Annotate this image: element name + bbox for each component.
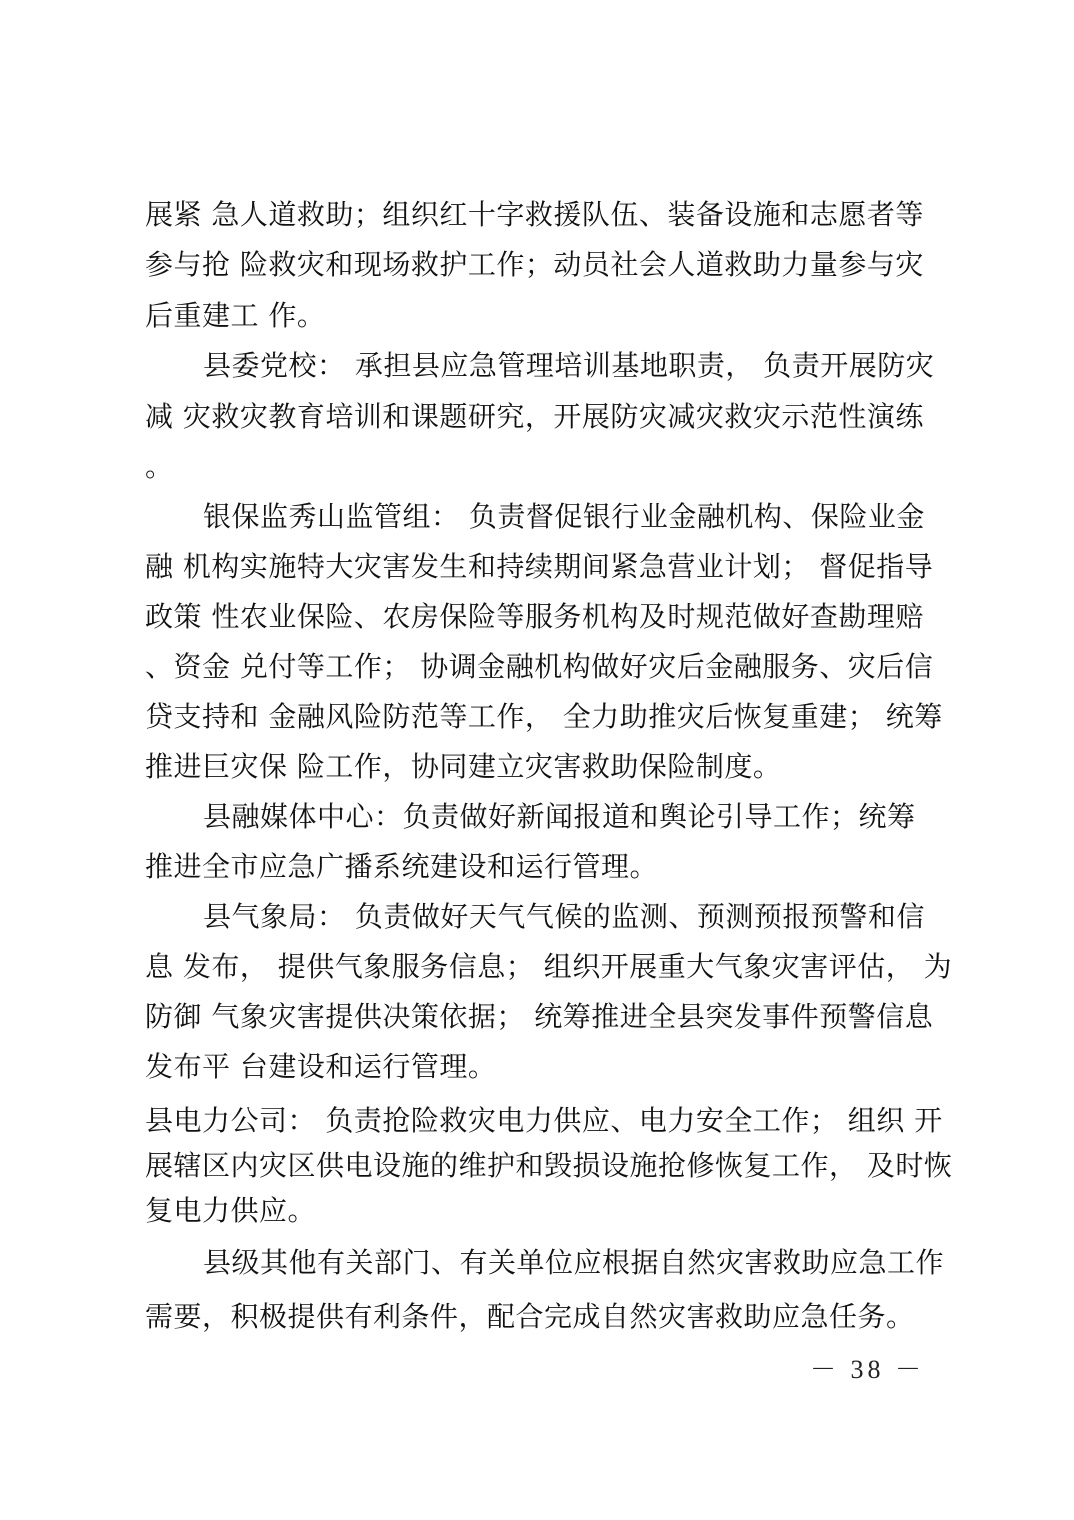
text-line: 银保监秀山监管组： 负责督促银行业金融机构、保险业金 [203, 500, 925, 533]
text-line: 减 灾救灾教育培训和课题研究，开展防灾减灾救灾示范性演练 [145, 400, 924, 433]
text-line: 后重建工 作。 [145, 299, 326, 332]
page-number: － 38 － [810, 1355, 926, 1384]
text-line: 贷支持和 金融风险防范等工作， 全力助推灾后恢复重建； 统筹 [145, 700, 943, 733]
text-line: 发布平 台建设和运行管理。 [145, 1050, 497, 1083]
text-line: 参与抢 险救灾和现场救护工作；动员社会人道救助力量参与灾 [145, 248, 924, 281]
text-line: 县气象局： 负责做好天气气候的监测、预测预报预警和信 [203, 900, 925, 933]
text-line: 需要，积极提供有利条件，配合完成自然灾害救助应急任务。 [145, 1300, 915, 1333]
text-line: 。 [145, 450, 174, 483]
text-line: 防御 气象灾害提供决策依据； 统筹推进全县突发事件预警信息 [145, 1000, 934, 1033]
text-line: 推进全市应急广播系统建设和运行管理。 [145, 850, 659, 883]
text-line: 县级其他有关部门、有关单位应根据自然灾害救助应急工作 [203, 1246, 945, 1279]
text-line: 推进巨灾保 险工作，协同建立灾害救助保险制度。 [145, 750, 782, 783]
text-line: 县电力公司： 负责抢险救灾电力供应、电力安全工作； 组织 开 [145, 1104, 943, 1137]
text-line: 政策 性农业保险、农房保险等服务机构及时规范做好查勘理赔 [145, 600, 924, 633]
text-line: 复电力供应。 [145, 1194, 317, 1227]
text-line: 融 机构实施特大灾害发生和持续期间紧急营业计划； 督促指导 [145, 550, 934, 583]
text-line: 展辖区内灾区供电设施的维护和毁损设施抢修恢复工作， 及时恢 [145, 1149, 953, 1182]
text-line: 展紧 急人道救助；组织红十字救援队伍、装备设施和志愿者等 [145, 198, 924, 231]
text-line: 息 发布， 提供气象服务信息； 组织开展重大气象灾害评估， 为 [145, 950, 953, 983]
text-line: 县融媒体中心：负责做好新闻报道和舆论引导工作；统筹 [203, 800, 916, 833]
text-line: 、资金 兑付等工作； 协调金融机构做好灾后金融服务、灾后信 [145, 650, 934, 683]
text-line: 县委党校： 承担县应急管理培训基地职责， 负责开展防灾 [203, 349, 935, 382]
